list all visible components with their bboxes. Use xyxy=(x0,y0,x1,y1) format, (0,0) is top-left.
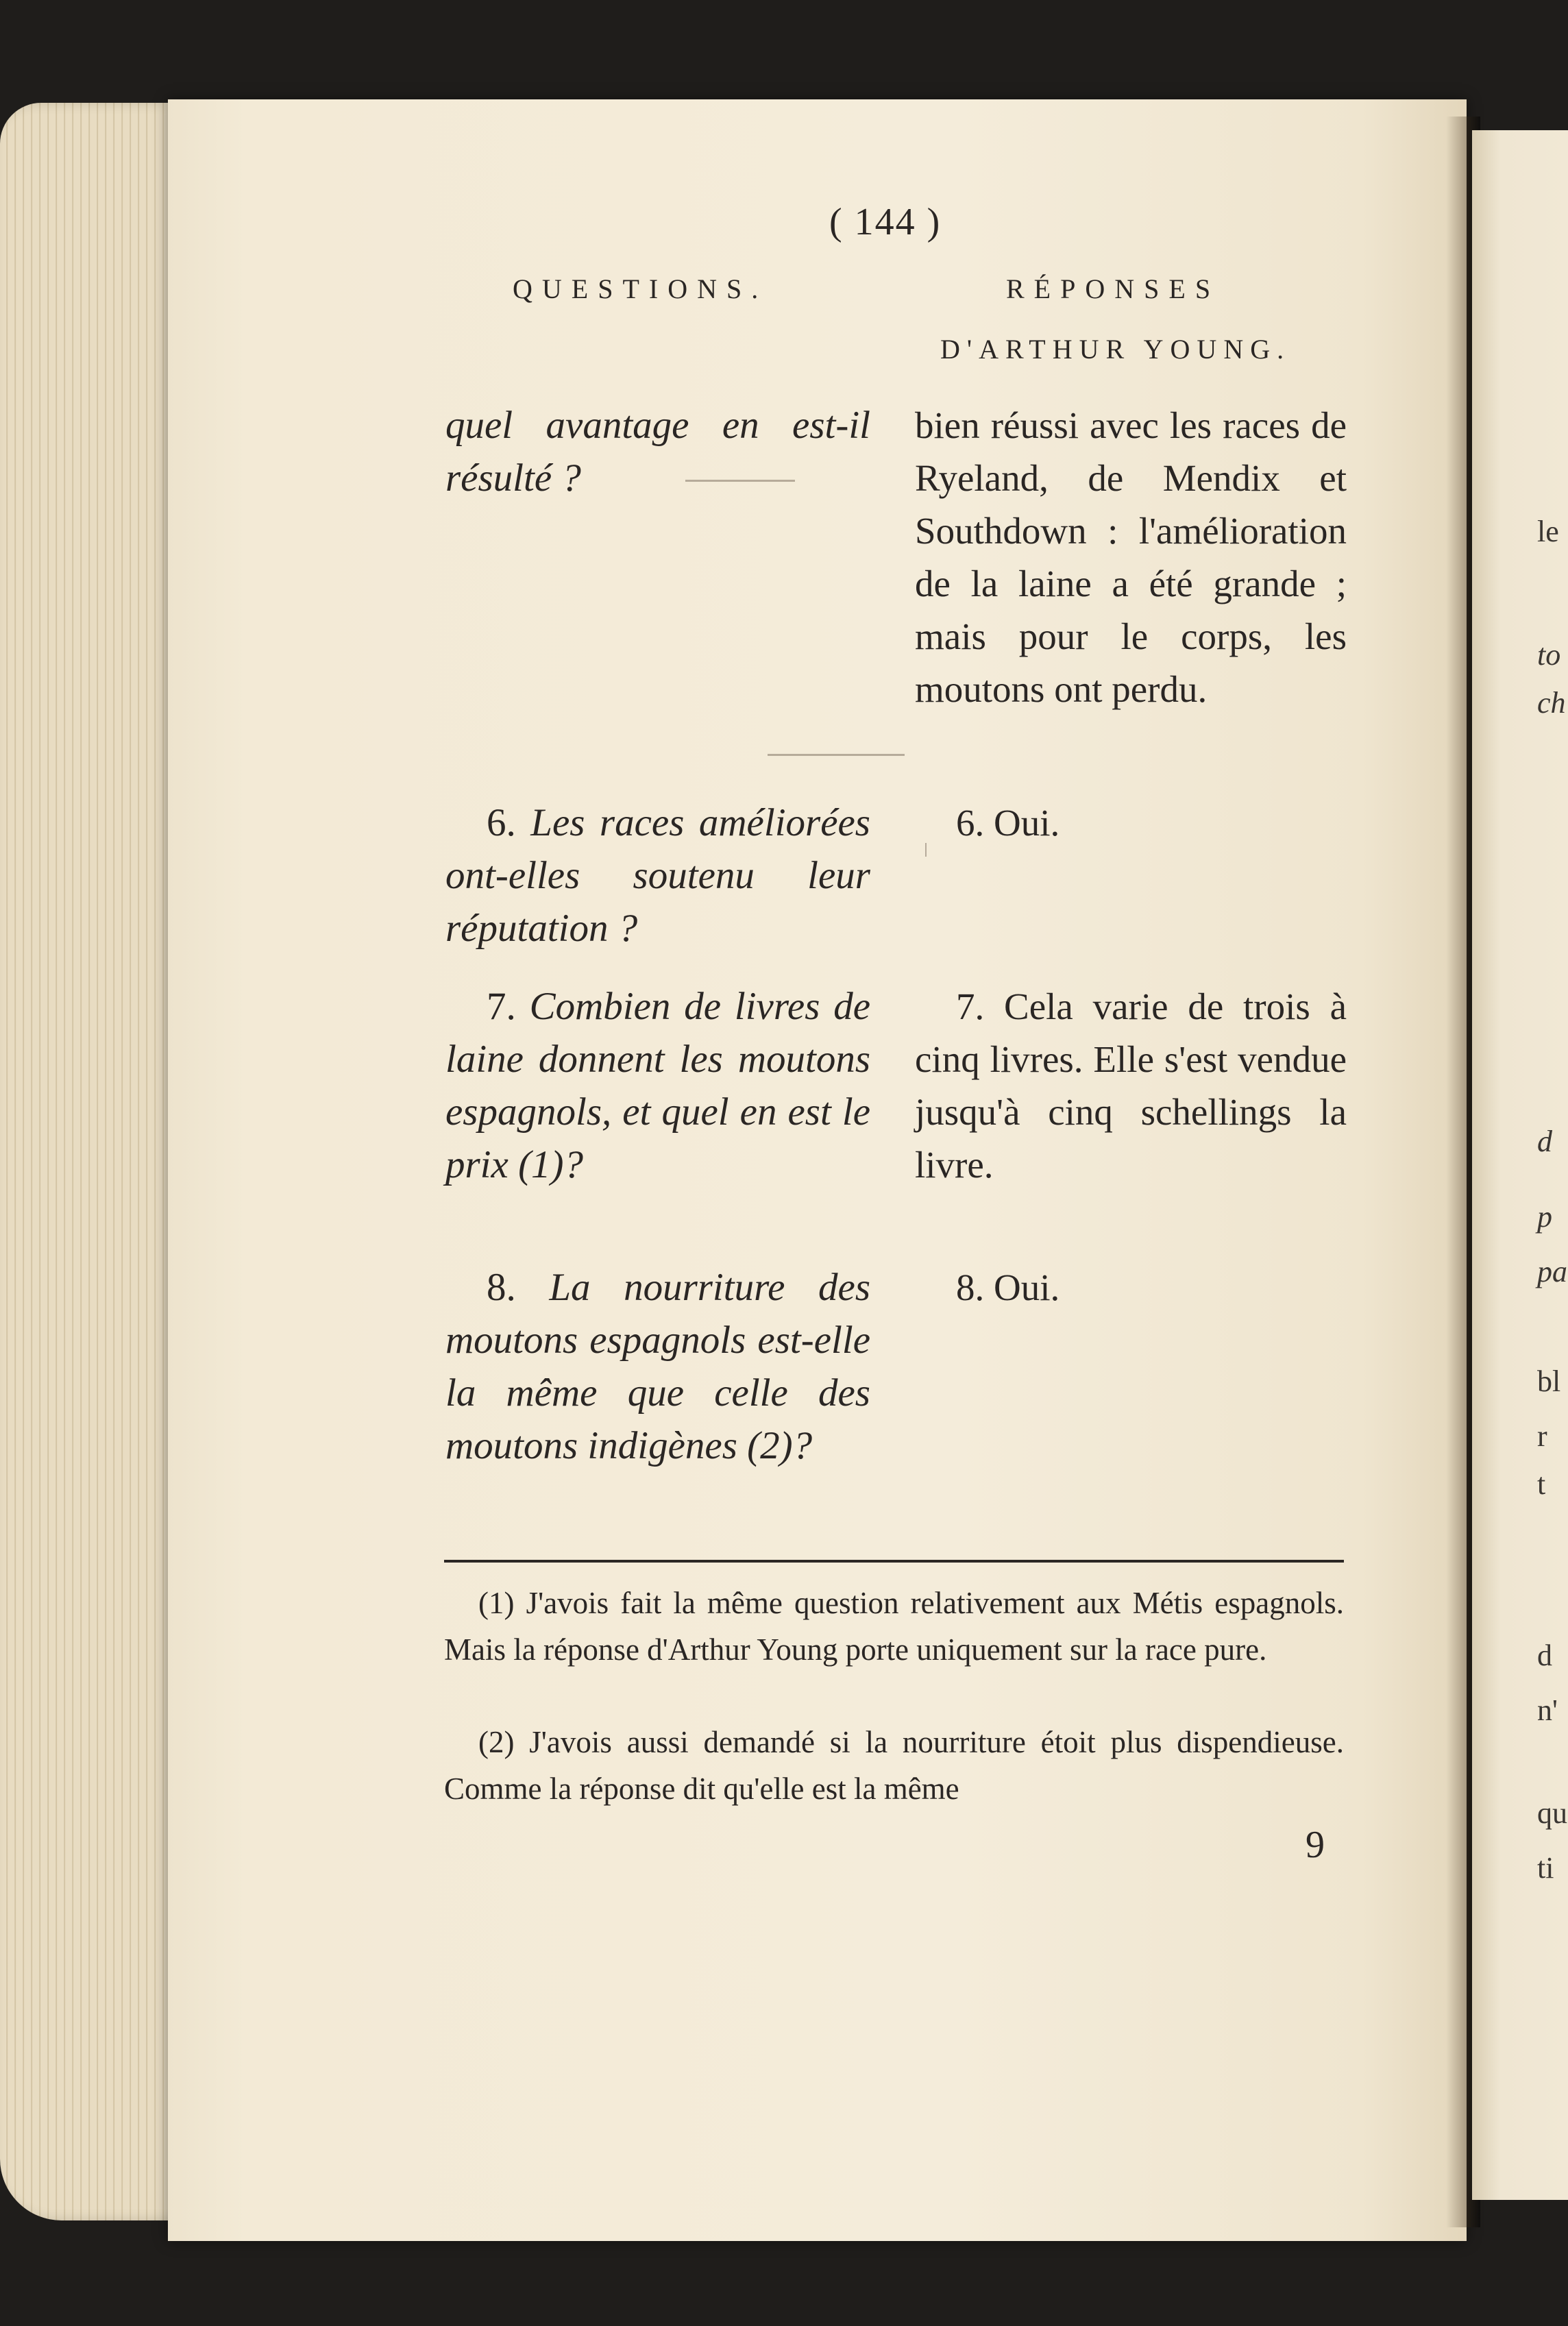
questions-header: QUESTIONS. xyxy=(513,273,768,304)
question-text: Les races améliorées ont-elles soutenu leur réputation ? xyxy=(445,801,870,950)
adjacent-page-fragment: ti xyxy=(1537,1851,1554,1885)
answer-7: 7. Cela varie de trois à cinq livres. Elle s'est vendue jusqu'à cinq schellings la livre. xyxy=(915,986,1347,1186)
adjacent-page-fragment: n' xyxy=(1537,1693,1558,1727)
footnote-2: (2) J'avois aussi demandé si la nourriture étoit plus dispendieuse. Comme la réponse dit qu'elle est la même xyxy=(444,1725,1344,1806)
question-text: La nourriture des moutons espagnols est-elle la même que celle des moutons indigènes (2)? xyxy=(445,1266,871,1467)
adjacent-page-fragment: ch xyxy=(1537,686,1566,720)
adjacent-page-fragment: to xyxy=(1537,638,1561,672)
adjacent-page-fragment: p xyxy=(1537,1200,1552,1234)
bleed-through-mark xyxy=(685,480,795,482)
adjacent-page-fragment: qu xyxy=(1537,1796,1567,1830)
signature-mark: 9 xyxy=(1306,1824,1325,1866)
bleed-through-mark xyxy=(768,754,905,756)
adjacent-page-fragment: d xyxy=(1537,1639,1552,1672)
responses-subheader: D'ARTHUR YOUNG. xyxy=(940,334,1291,365)
answer-6: 6. Oui. xyxy=(956,802,1060,844)
question-number: 7. xyxy=(487,985,516,1028)
page-number: ( 144 ) xyxy=(829,201,942,243)
adjacent-page-fragment: le xyxy=(1537,515,1559,548)
question-8 xyxy=(445,1261,870,1472)
answer-8: 8. Oui. xyxy=(956,1266,1060,1308)
question-number: 8. xyxy=(487,1266,516,1309)
question-text: Combien de livres de laine donnent les moutons espagnols, et quel en est le prix (1)? xyxy=(445,985,870,1186)
question-6 xyxy=(445,796,870,955)
answer-text: bien réussi avec les races de Ryeland, de Mendix et Southdown : l'amélioration de la laine a été grande ; mais pour le corps, les moutons ont perdu. xyxy=(915,404,1347,710)
footnote-rule xyxy=(444,1560,1344,1563)
question-text: quel avantage en est-il résulté ? xyxy=(445,404,870,500)
adjacent-page-fragment: t xyxy=(1537,1467,1546,1501)
adjacent-page xyxy=(1472,130,1568,2200)
adjacent-page-fragment: d xyxy=(1537,1125,1552,1158)
adjacent-page-fragment: r xyxy=(1537,1419,1547,1453)
bleed-through-mark xyxy=(925,843,927,857)
footnote-1: (1) J'avois fait la même question relativement aux Métis espagnols. Mais la réponse d'Arthur Young porte uniquement sur la race pure. xyxy=(444,1586,1344,1667)
adjacent-page-fragment: bl xyxy=(1537,1364,1561,1398)
adjacent-page-fragment: pa xyxy=(1537,1255,1567,1288)
question-7 xyxy=(445,980,870,1191)
responses-header: RÉPONSES xyxy=(1006,273,1221,304)
question-number: 6. xyxy=(487,801,516,844)
